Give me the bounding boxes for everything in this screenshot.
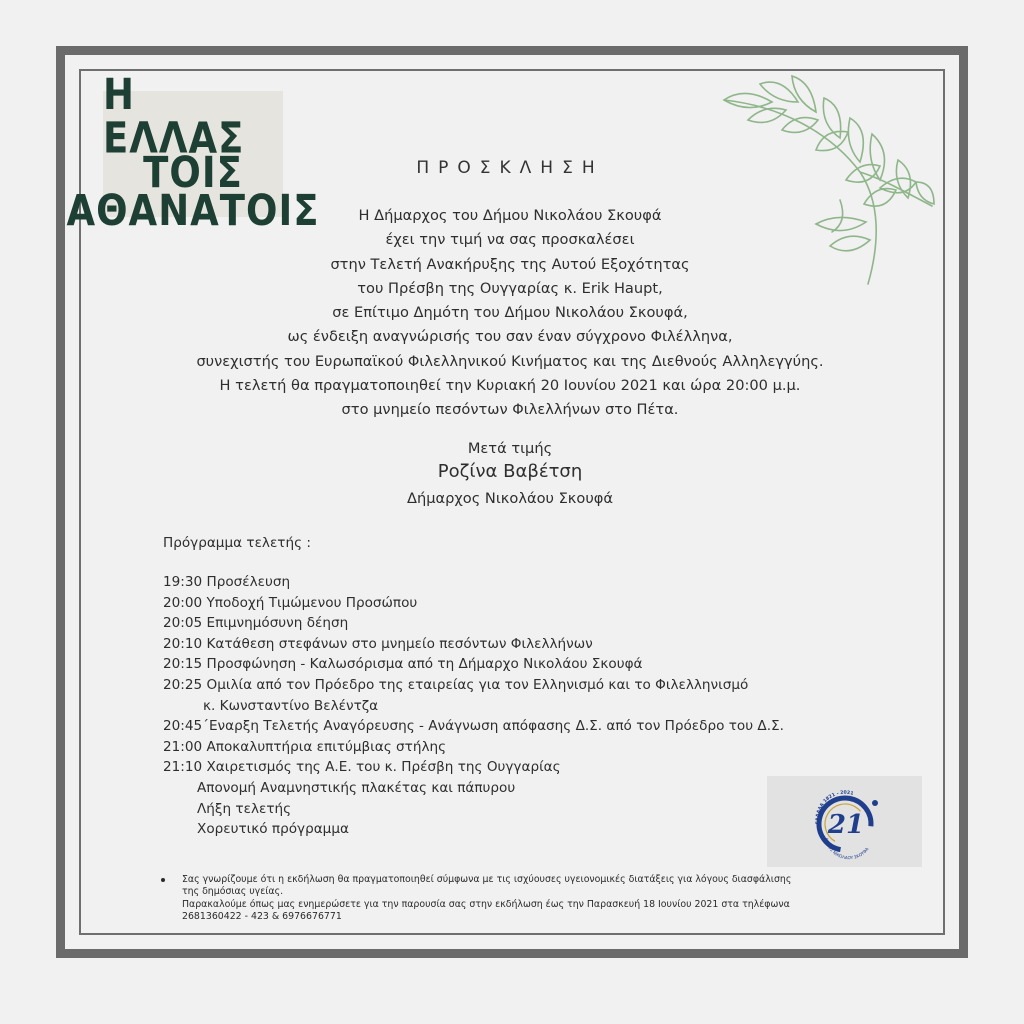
program-item: 21:10 Χαιρετισμός της Α.Ε. του κ. Πρέσβη της Ουγγαρίας bbox=[163, 759, 561, 776]
footnote-line: Παρακαλούμε όπως μας ενημερώσετε για την παρουσία σας στην εκδήλωση έως την Παρασκευή 18 Ιουνίου 2021 στα τηλέφωνα bbox=[182, 898, 790, 910]
signature-role: Δήμαρχος Νικολάου Σκουφά bbox=[406, 490, 614, 507]
program-item: Χορευτικό πρόγραμμα bbox=[197, 821, 349, 838]
body-line: Η τελετή θα πραγματοποιηθεί την Κυριακή 20 Ιουνίου 2021 και ώρα 20:00 μ.μ. bbox=[219, 377, 801, 395]
logo-line-3: ΑΘΑΝΑΤΟΙΣ bbox=[66, 185, 320, 235]
program-item: Λήξη τελετής bbox=[197, 800, 292, 817]
program-item: Απονομή Αναμνηστικής πλακέτας και πάπυρου bbox=[197, 779, 516, 796]
program-heading: Πρόγραμμα τελετής : bbox=[163, 535, 311, 551]
program-item: 21:00 Αποκαλυπτήρια επιτύμβιας στήλης bbox=[163, 738, 447, 755]
emblem-sub-text: ΔΗΜΟΣ ΝΙΚΟΛΑΟΥ ΣΚΟΥΦΑ bbox=[823, 837, 870, 861]
program-item: κ. Κωνσταντίνο Βελέντζα bbox=[203, 697, 379, 714]
body-line: του Πρέσβη της Ουγγαρίας κ. Erik Haupt, bbox=[357, 279, 663, 297]
signature-closing: Μετά τιμής bbox=[467, 440, 553, 457]
footnote-line: της δημόσιας υγείας. bbox=[182, 886, 284, 898]
anniversary-emblem-icon bbox=[767, 776, 922, 867]
program-item: 19:30 Προσέλευση bbox=[163, 574, 291, 590]
emblem-number: 21 bbox=[827, 810, 865, 840]
hellas-logo bbox=[66, 69, 320, 235]
program-item: 20:10 Κατάθεση στεφάνων στο μνημείο πεσόντων Φιλελλήνων bbox=[163, 635, 593, 652]
program-item: 20:05 Επιμνημόσυνη δέηση bbox=[163, 615, 349, 632]
logo-line-2: ΤΟΙΣ bbox=[143, 147, 243, 198]
signature-name: Ροζίνα Βαβέτση bbox=[437, 461, 583, 482]
program-item: 20:00 Υποδοχή Τιμώμενου Προσώπου bbox=[163, 594, 418, 611]
invitation-body bbox=[130, 204, 890, 423]
program-item: 20:15 Προσφώνηση - Καλωσόρισμα από τη Δήμαρχο Νικολάου Σκουφά bbox=[163, 656, 643, 673]
body-line: Η Δήμαρχος του Δήμου Νικολάου Σκουφά bbox=[358, 207, 662, 224]
body-line: σε Επίτιμο Δημότη του Δήμου Νικολάου Σκουφά, bbox=[332, 304, 688, 322]
body-line: στην Τελετή Ανακήρυξης της Αυτού Εξοχότητας bbox=[330, 255, 690, 273]
footnote bbox=[170, 874, 860, 924]
body-line: έχει την τιμή να σας προσκαλέσει bbox=[385, 231, 635, 249]
invitation-title: ΠΡΟΣΚΛΗΣΗ bbox=[416, 158, 604, 178]
footnote-line: 2681360422 - 423 & 6976676771 bbox=[182, 911, 342, 923]
body-line: ως ένδειξη αναγνώρισής του σαν έναν σύγχρονο Φιλέλληνα, bbox=[287, 328, 733, 346]
body-line: στο μνημείο πεσόντων Φιλελλήνων στο Πέτα. bbox=[341, 401, 679, 419]
logo-line-1: Η ΕΛΛΑΣ bbox=[103, 69, 245, 163]
program-item: 20:25 Ομιλία από τον Πρόεδρο της εταιρείας για τον Ελληνισμό και το Φιλελληνισμό bbox=[163, 676, 749, 693]
program-list bbox=[163, 572, 784, 840]
body-line: συνεχιστής του Ευρωπαϊκού Φιλελληνικού Κινήματος και της Διεθνούς Αλληλεγγύης. bbox=[196, 352, 824, 370]
program-item: 20:45΄Εναρξη Τελετής Αναγόρευσης - Ανάγνωση απόφασης Δ.Σ. από τον Πρόεδρο του Δ.Σ. bbox=[163, 718, 784, 735]
bullet-icon bbox=[161, 878, 165, 882]
emblem-arc-text: ΕΛΛΑΔΑ 1821 - 2021 bbox=[815, 790, 854, 825]
footnote-line: Σας γνωρίζουμε ότι η εκδήλωση θα πραγματοποιηθεί σύμφωνα με τις ισχύουσες υγειονομικές διατάξεις για λόγους διασφάλισης bbox=[182, 874, 792, 885]
